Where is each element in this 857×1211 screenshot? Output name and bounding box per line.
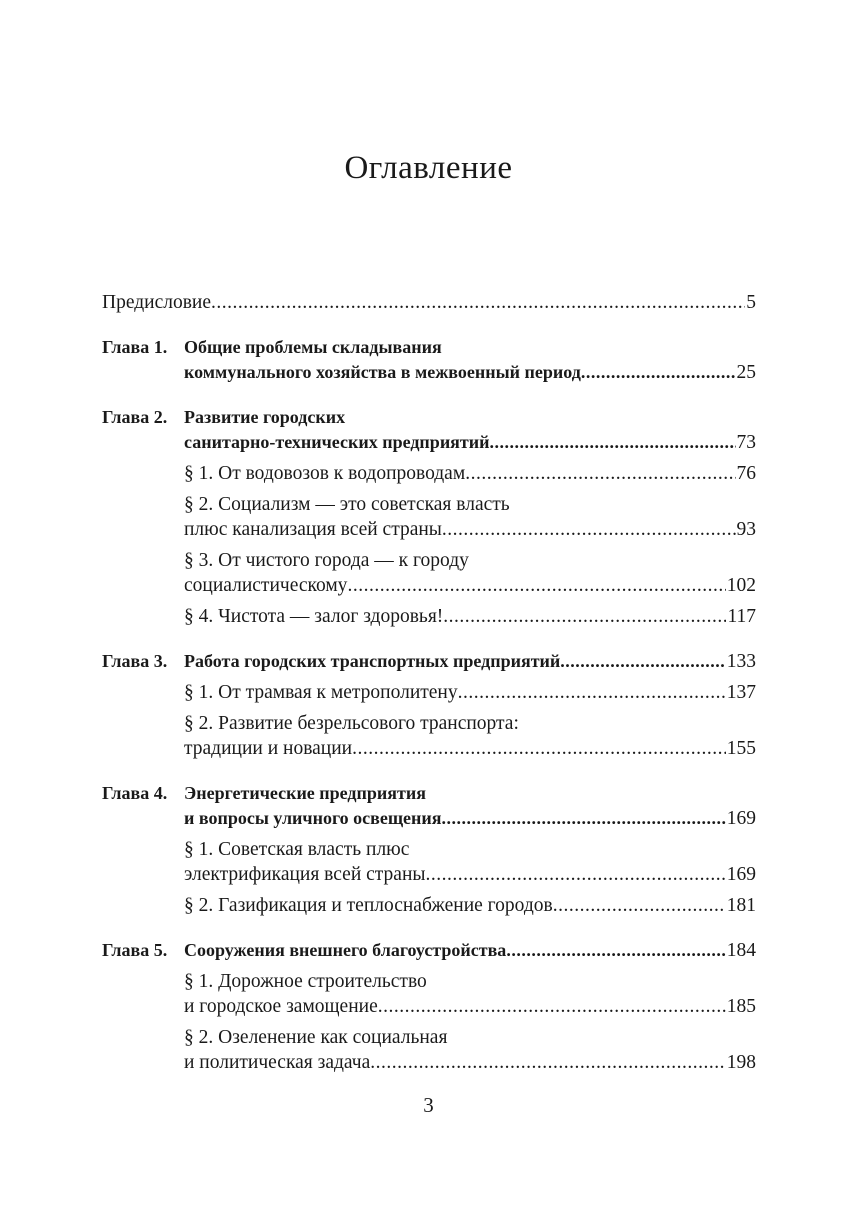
dot-leader bbox=[347, 573, 725, 598]
toc-section[interactable] bbox=[102, 1025, 756, 1075]
toc-entry-label: и городское замощение bbox=[184, 996, 378, 1017]
toc-entry-label: Предисловие bbox=[102, 292, 212, 313]
toc-entry-label: Энергетические предприятия bbox=[184, 783, 426, 803]
toc-entry-label: Развитие городских bbox=[184, 407, 346, 427]
toc-entry-label: § 1. От водовозов к водопроводам bbox=[184, 463, 466, 484]
toc-chapter-2[interactable] bbox=[102, 405, 756, 455]
dot-leader bbox=[352, 736, 726, 761]
dot-leader bbox=[465, 461, 735, 486]
dot-leader bbox=[581, 360, 736, 385]
dot-leader bbox=[370, 1050, 725, 1075]
toc-chapter-1[interactable] bbox=[102, 335, 756, 385]
dot-leader bbox=[211, 290, 745, 315]
toc-section[interactable] bbox=[102, 893, 756, 918]
toc-entry-preface[interactable] bbox=[102, 290, 756, 315]
toc-page-number: 181 bbox=[726, 895, 756, 916]
toc-entry-label: и вопросы уличного освещения bbox=[184, 808, 442, 828]
toc-entry-label: § 2. Озеленение как социальная bbox=[184, 1027, 448, 1048]
dot-leader bbox=[442, 517, 736, 542]
chapter-number: Глава 4. bbox=[102, 783, 168, 803]
dot-leader bbox=[560, 649, 725, 674]
toc-section[interactable] bbox=[102, 548, 756, 598]
toc-entry-label: Работа городских транспортных предприятий bbox=[184, 651, 561, 671]
toc-section[interactable] bbox=[102, 837, 756, 887]
toc-chapter-3[interactable] bbox=[102, 649, 756, 674]
toc-entry-label: § 1. От трамвая к метрополитену bbox=[184, 682, 458, 703]
toc-page-number: 137 bbox=[726, 682, 756, 703]
toc-section[interactable] bbox=[102, 680, 756, 705]
toc-entry-label: коммунального хозяйства в межвоенный период bbox=[184, 362, 581, 382]
toc-entry-label: § 2. Газификация и теплоснабжение городов bbox=[184, 895, 553, 916]
toc-page-number: 155 bbox=[726, 738, 756, 759]
toc-section[interactable] bbox=[102, 461, 756, 486]
dot-leader bbox=[553, 893, 726, 918]
toc-entry-label: § 4. Чистота — залог здоровья! bbox=[184, 606, 444, 627]
toc-page-number: 184 bbox=[726, 940, 756, 961]
toc-entry-label: Сооружения внешнего благоустройства bbox=[184, 940, 507, 960]
toc-section[interactable] bbox=[102, 492, 756, 542]
toc-page-number: 133 bbox=[726, 651, 756, 672]
toc-entry-label: санитарно-технических предприятий bbox=[184, 432, 490, 452]
toc-section[interactable] bbox=[102, 604, 756, 629]
toc-chapter-5[interactable] bbox=[102, 938, 756, 963]
dot-leader bbox=[458, 680, 726, 705]
toc-entry-label: социалистическому bbox=[184, 575, 348, 596]
toc-entry-label: плюс канализация всей страны bbox=[184, 519, 442, 540]
dot-leader bbox=[490, 430, 736, 455]
dot-leader bbox=[443, 604, 726, 629]
toc-page-number: 93 bbox=[736, 519, 756, 540]
toc-entry-label: и политическая задача bbox=[184, 1052, 371, 1073]
toc-page-number: 76 bbox=[736, 463, 756, 484]
toc-page-number: 169 bbox=[726, 808, 756, 829]
toc-entry-label: § 1. Советская власть плюс bbox=[184, 839, 410, 860]
toc-section[interactable] bbox=[102, 711, 756, 761]
toc-page-number: 117 bbox=[727, 606, 756, 627]
toc-page-number: 73 bbox=[736, 432, 756, 453]
toc-page-number: 25 bbox=[736, 362, 756, 383]
toc-entry-label: § 1. Дорожное строительство bbox=[184, 971, 427, 992]
chapter-number: Глава 3. bbox=[102, 651, 168, 671]
toc-page-number: 5 bbox=[746, 292, 756, 313]
chapter-number: Глава 5. bbox=[102, 940, 168, 960]
dot-leader bbox=[378, 994, 726, 1019]
toc-entry-label: Общие проблемы складывания bbox=[184, 337, 442, 357]
dot-leader bbox=[442, 806, 726, 831]
toc-page-number: 198 bbox=[726, 1052, 756, 1073]
dot-leader bbox=[426, 862, 726, 887]
table-of-contents bbox=[102, 290, 756, 1075]
toc-section[interactable] bbox=[102, 969, 756, 1019]
toc-page-number: 102 bbox=[726, 575, 756, 596]
toc-entry-label: § 2. Социализм — это советская власть bbox=[184, 494, 510, 515]
chapter-number: Глава 1. bbox=[102, 337, 168, 357]
toc-entry-label: традиции и новации bbox=[184, 738, 353, 759]
toc-entry-label: § 3. От чистого города — к городу bbox=[184, 550, 469, 571]
page-number: 3 bbox=[423, 1093, 434, 1117]
chapter-number: Глава 2. bbox=[102, 407, 168, 427]
toc-entry-label: § 2. Развитие безрельсового транспорта: bbox=[184, 713, 519, 734]
toc-chapter-4[interactable] bbox=[102, 781, 756, 831]
toc-page-number: 185 bbox=[726, 996, 756, 1017]
page-title: Оглавление bbox=[344, 150, 513, 186]
dot-leader bbox=[506, 938, 725, 963]
toc-page-number: 169 bbox=[726, 864, 756, 885]
toc-entry-label: электрификация всей страны bbox=[184, 864, 426, 885]
